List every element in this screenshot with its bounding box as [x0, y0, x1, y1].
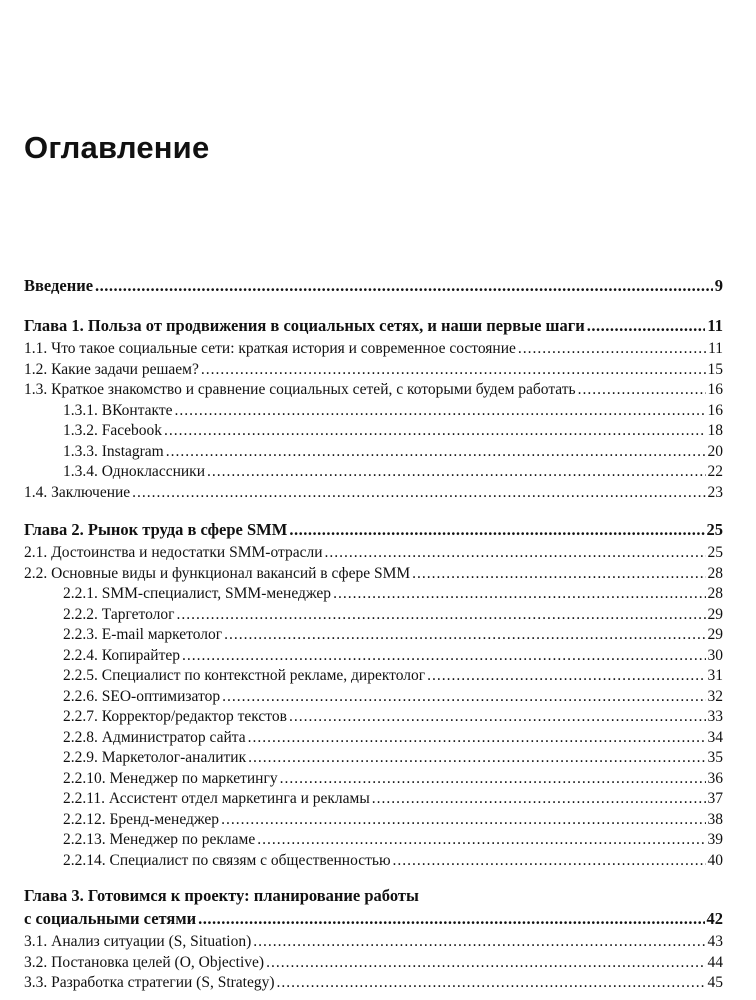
toc-entry[interactable] [24, 953, 723, 974]
toc-entry-page: 11 [707, 316, 723, 335]
toc-entry[interactable] [24, 462, 723, 483]
toc-entry-title: 2.2.1. SMM-специалист, SMM-менеджер [63, 585, 332, 602]
toc-entry[interactable] [24, 789, 723, 810]
toc-entry-title: 2.2.9. Маркетолог-аналитик [63, 749, 247, 766]
toc-entry[interactable] [24, 605, 723, 626]
dot-leader [182, 646, 706, 667]
dot-leader [224, 625, 705, 646]
dot-leader [289, 517, 704, 543]
toc-entry[interactable] [24, 401, 723, 422]
toc-entry[interactable] [24, 687, 723, 708]
toc-entry-page: 15 [707, 360, 723, 378]
toc-entry-title: 1.3.1. ВКонтакте [63, 401, 173, 419]
toc-entry[interactable] [24, 339, 723, 360]
toc-entry-title: 2.2.10. Менеджер по маркетингу [63, 769, 278, 787]
toc-entry[interactable] [24, 748, 723, 769]
dot-leader [221, 810, 705, 831]
toc-entry[interactable] [24, 625, 723, 646]
toc-entry-page: 9 [714, 276, 723, 295]
toc-entry-page: 16 [707, 381, 723, 398]
toc-entry-title: 2.2.5. Специалист по контекстной рекламе, директолог [63, 667, 426, 684]
toc-entry[interactable] [24, 830, 723, 851]
toc-entry-page: 45 [707, 974, 723, 991]
toc-entry[interactable] [24, 932, 723, 953]
toc-entry[interactable] [24, 973, 723, 994]
toc-entry[interactable] [24, 421, 723, 442]
toc-entry-title: с социальными сетями [24, 909, 197, 928]
toc-chapter-3-line1[interactable] [24, 885, 723, 906]
toc-entry-title: 2.2.12. Бренд-менеджер [63, 810, 220, 828]
dot-leader [175, 401, 706, 422]
toc-entry-title: 2.2.6. SEO-оптимизатор [63, 687, 221, 705]
dot-leader [164, 421, 705, 442]
toc-entry-title: 1.3.3. Instagram [63, 442, 164, 460]
dot-leader [95, 273, 713, 299]
toc-chapter-3[interactable] [24, 906, 723, 932]
toc-entry-title: 1.3. Краткое знакомство и сравнение социальных сетей, с которыми будем работать [24, 381, 576, 398]
toc-entry-title: 2.2.7. Корректор/редактор текстов [63, 708, 287, 725]
toc-entry-title: 2.1. Достоинства и недостатки SMM-отрасли [24, 544, 323, 561]
toc-entry-page: 28 [707, 585, 723, 602]
toc-entry-title: 2.2.13. Менеджер по рекламе [63, 831, 256, 848]
dot-leader [207, 462, 706, 483]
toc-entry[interactable] [24, 646, 723, 667]
toc-entry-title: 1.1. Что такое социальные сети: краткая история и современное состояние [24, 340, 516, 357]
toc-entry-page: 20 [707, 442, 723, 460]
toc-entry[interactable] [24, 851, 723, 872]
dot-leader [325, 543, 706, 564]
dot-leader [248, 728, 706, 749]
toc-entry-page: 35 [707, 749, 723, 766]
dot-leader [257, 830, 705, 851]
toc-entry-page: 29 [707, 626, 723, 643]
toc-entry[interactable] [24, 666, 723, 687]
toc-entry-page: 34 [707, 728, 723, 746]
dot-leader [578, 380, 706, 401]
toc-entry[interactable] [24, 564, 723, 585]
toc-entry-page: 33 [707, 708, 723, 725]
dot-leader [222, 687, 705, 708]
toc-entry-page: 25 [707, 544, 723, 561]
toc-entry[interactable] [24, 380, 723, 401]
toc-entry-page: 32 [707, 687, 723, 705]
toc-entry-title: 1.3.2. Facebook [63, 422, 163, 439]
toc-entry-title: 2.2.2. Таргетолог [63, 605, 175, 623]
toc-entry-title: 2.2.11. Ассистент отдел маркетинга и рекламы [63, 790, 370, 807]
toc-entry-page: 40 [707, 851, 723, 869]
toc-entry-title: 1.2. Какие задачи решаем? [24, 360, 199, 378]
toc-entry-page: 28 [707, 564, 723, 582]
dot-leader [166, 442, 706, 463]
toc-entry-page: 29 [707, 605, 723, 623]
dot-leader [427, 666, 705, 687]
toc-entry-title: Глава 2. Рынок труда в сфере SMM [24, 520, 288, 539]
toc-entry-intro[interactable] [24, 273, 723, 299]
dot-leader [132, 483, 705, 504]
toc-entry-title: 2.2.3. E-mail маркетолог [63, 626, 223, 643]
toc-entry[interactable] [24, 728, 723, 749]
toc-entry-title: Глава 1. Польза от продвижения в социальных сетях, и наши первые шаги [24, 316, 585, 335]
toc-entry-page: 37 [707, 790, 723, 807]
toc-chapter-2[interactable] [24, 517, 723, 543]
toc-entry-title: 2.2.14. Специалист по связям с общественностью [63, 851, 391, 869]
toc-entry-page: 42 [706, 909, 723, 928]
toc-entry-page: 36 [707, 769, 723, 787]
toc-entry-title: 3.3. Разработка стратегии (S, Strategy) [24, 974, 275, 991]
toc-entry-title: 3.2. Постановка целей (O, Objective) [24, 953, 265, 971]
toc-entry[interactable] [24, 360, 723, 381]
toc-entry[interactable] [24, 543, 723, 564]
table-of-contents [24, 273, 723, 994]
toc-entry-title: 2.2. Основные виды и функционал вакансий в сфере SMM [24, 564, 411, 582]
dot-leader [253, 932, 705, 953]
toc-entry-title: 2.2.8. Администратор сайта [63, 728, 246, 746]
toc-entry-page: 43 [707, 933, 723, 950]
toc-entry[interactable] [24, 769, 723, 790]
dot-leader [372, 789, 706, 810]
dot-leader [518, 339, 706, 360]
toc-entry-page: 23 [707, 483, 723, 501]
toc-entry-title: 1.4. Заключение [24, 483, 131, 501]
dot-leader [248, 748, 705, 769]
dot-leader [280, 769, 706, 790]
toc-entry-page: 16 [707, 401, 723, 419]
dot-leader [333, 584, 705, 605]
dot-leader [289, 707, 706, 728]
toc-entry-page: 31 [707, 667, 723, 684]
dot-leader [277, 973, 706, 994]
dot-leader [412, 564, 705, 585]
toc-entry-page: 22 [707, 463, 723, 480]
toc-entry-page: 38 [707, 810, 723, 828]
toc-entry-title: 2.2.4. Копирайтер [63, 646, 180, 664]
page-title: Оглавление [24, 130, 210, 165]
toc-entry-page: 18 [707, 422, 723, 439]
dot-leader [201, 360, 706, 381]
toc-entry-page: 39 [707, 831, 723, 848]
toc-entry-page: 44 [707, 953, 723, 971]
dot-leader [393, 851, 706, 872]
dot-leader [198, 906, 704, 932]
toc-entry[interactable] [24, 584, 723, 605]
toc-entry-page: 25 [706, 520, 723, 539]
toc-entry-page: 11 [708, 340, 723, 357]
dot-leader [587, 313, 706, 339]
toc-entry[interactable] [24, 810, 723, 831]
toc-chapter-1[interactable] [24, 313, 723, 339]
toc-entry-title: 3.1. Анализ ситуации (S, Situation) [24, 933, 252, 950]
toc-entry[interactable] [24, 707, 723, 728]
toc-entry-title: Глава 3. Готовимся к проекту: планирование работы [24, 886, 419, 905]
toc-entry-page: 30 [707, 646, 723, 664]
toc-entry-title: Введение [24, 276, 94, 295]
toc-entry[interactable] [24, 483, 723, 504]
dot-leader [266, 953, 705, 974]
toc-entry-title: 1.3.4. Одноклассники [63, 463, 205, 480]
toc-entry[interactable] [24, 442, 723, 463]
dot-leader [176, 605, 705, 626]
